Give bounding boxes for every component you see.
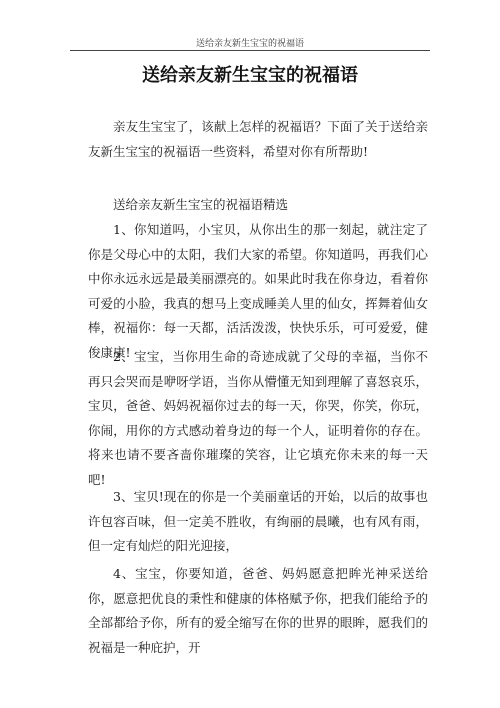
section-heading: 送给亲友新生宝宝的祝福语精选 [113,197,289,212]
blessing-paragraph-2: 2、宝宝，当你用生命的奇迹成就了父母的幸福，当你不再只会哭而是咿呀学语，当你从懵懂无知到理解了喜怒哀乐，宝贝，爸爸、妈妈祝福你过去的每一天，你哭，你笑，你玩，你闹，用你的方式感动着身边的每一个人，证明着你的存在。将来也请不要吝啬你璀璨的笑容，让它填充你未来的每一天吧! [88,349,428,487]
blessing-paragraph-1: 1、你知道吗，小宝贝，从你出生的那一刻起，就注定了你是父母心中的太阳，我们大家的希望。你知道吗，再我们心中你永远永远是最美丽漂亮的。如果此时我在你身边，看着你可爱的小脸，我真的想马上变成睡美人里的仙女，挥舞着仙女棒，祝福你：每一天都，活活泼泼，快快乐乐，可可爱爱，健俊康康! [88,222,428,360]
header-divider [70,50,430,51]
blessing-paragraph-4: 4、宝宝，你要知道，爸爸、妈妈愿意把眸光神采送给你，愿意把优良的秉性和健康的体格赋予你，把我们能给予的全部都给予你，所有的爱全缩写在你的世界的眼眸，愿我们的祝福是一种庇护，开 [88,566,428,655]
intro-paragraph: 亲友生宝宝了，该献上怎样的祝福语？下面了关于送给亲友新生宝宝的祝福语一些资料，希望对你有所帮助! [88,119,428,159]
blessing-paragraph-3: 3、宝贝!现在的你是一个美丽童话的开始，以后的故事也许包容百味，但一定美不胜收，有绚丽的晨曦，也有风有雨，但一定有灿烂的阳光迎接， [88,489,428,553]
page-title: 送给亲友新生宝宝的祝福语 [142,65,358,86]
running-header: 送给亲友新生宝宝的祝福语 [195,39,304,49]
